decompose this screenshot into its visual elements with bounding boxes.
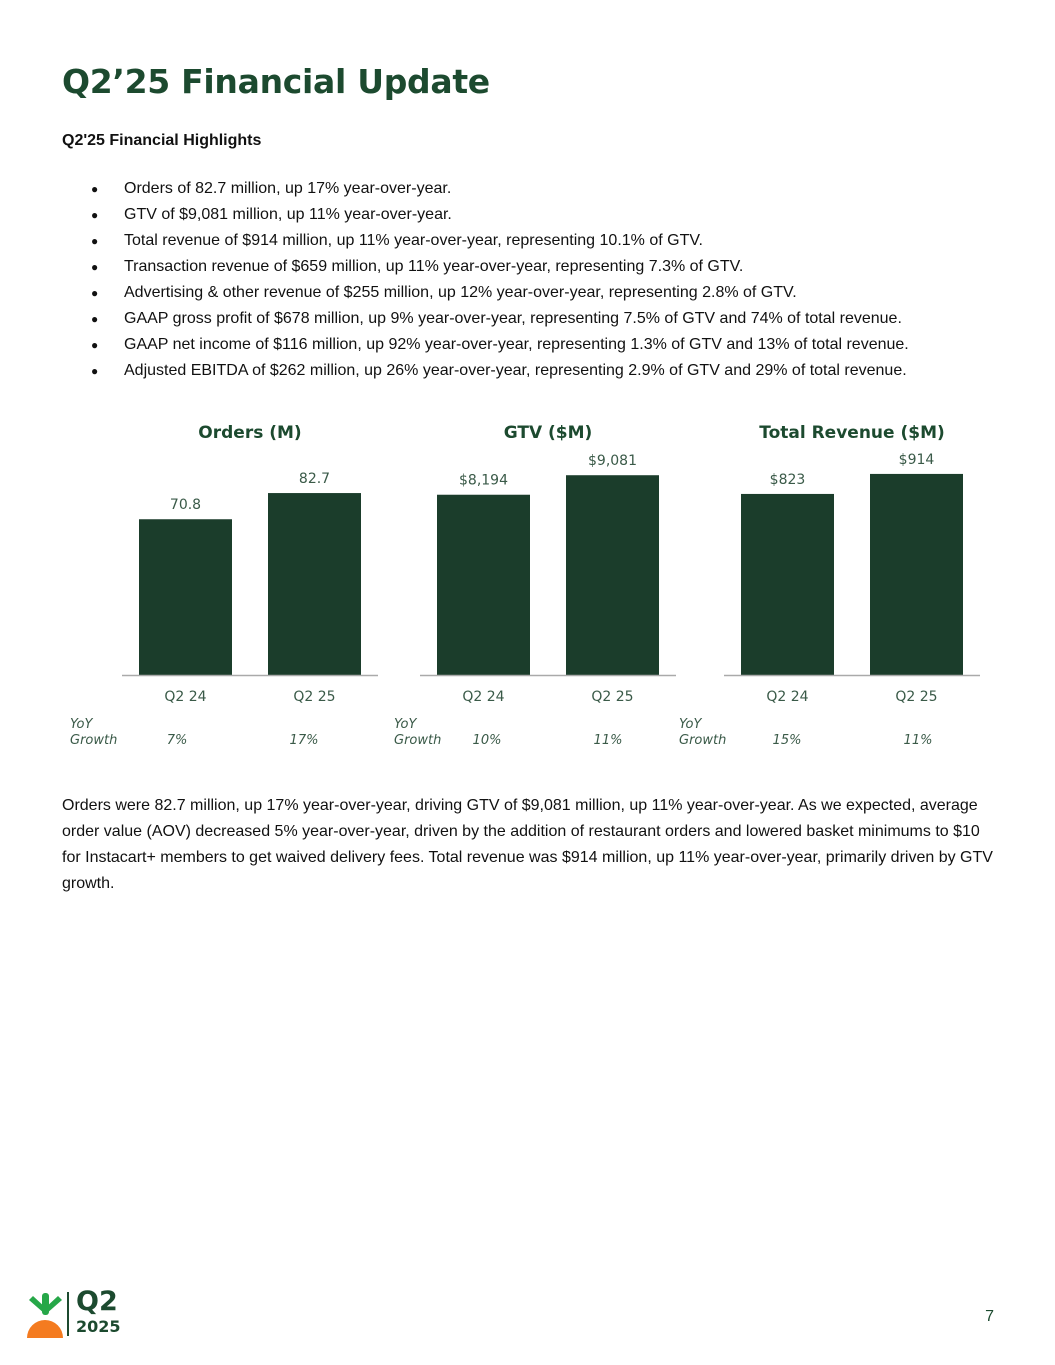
highlight-item: ● GAAP net income of $116 million, up 92% year-over-year, representing 1.3% of GTV and 13% of total revenue. (62, 332, 1022, 358)
page-number: 7 (985, 1308, 994, 1325)
yoy-label: Growth (70, 733, 118, 748)
yoy-label: Growth (679, 733, 727, 748)
bar (268, 493, 361, 675)
yoy-growth-value: 10% (472, 733, 502, 748)
bar-value-label: $914 (898, 451, 935, 468)
carrot-icon (24, 1288, 68, 1340)
yoy-growth-value: 17% (289, 733, 319, 748)
highlight-item: ● Total revenue of $914 million, up 11% year-over-year, representing 10.1% of GTV. (62, 228, 1022, 254)
x-tick-label: Q2 25 (293, 689, 336, 705)
yoy-label: YoY (679, 717, 702, 732)
bar-value-label: $9,081 (588, 453, 637, 470)
highlights-heading: Q2'25 Financial Highlights (62, 132, 262, 149)
x-tick-label: Q2 24 (164, 689, 207, 705)
chart-title: GTV ($M) (503, 423, 593, 443)
x-tick-label: Q2 25 (895, 689, 938, 705)
highlight-item: ● Transaction revenue of $659 million, up 11% year-over-year, representing 7.3% of GTV. (62, 254, 1022, 280)
logo-year: 2025 (76, 1317, 121, 1336)
bar (437, 495, 530, 675)
q2-2025-logo (24, 1288, 144, 1340)
x-tick-label: Q2 24 (462, 689, 505, 705)
bar-value-label: 70.8 (169, 497, 202, 514)
yoy-label: Growth (394, 733, 442, 748)
yoy-growth-value: 11% (903, 733, 933, 748)
bar-value-label: 82.7 (298, 471, 331, 488)
highlight-item: ● GAAP gross profit of $678 million, up 9% year-over-year, representing 7.5% of GTV and 74% of total revenue. (62, 306, 1022, 332)
x-tick-label: Q2 25 (591, 689, 634, 705)
yoy-growth-value: 7% (166, 733, 188, 748)
chart-title: Total Revenue ($M) (759, 423, 945, 443)
yoy-label: YoY (394, 717, 417, 732)
bar-charts (0, 400, 1055, 760)
bar (870, 474, 963, 675)
highlights-list (62, 176, 1022, 384)
yoy-growth-value: 11% (593, 733, 623, 748)
bar (741, 494, 834, 675)
bar (566, 475, 659, 675)
bar-value-label: $8,194 (459, 472, 508, 489)
yoy-growth-value: 15% (772, 733, 802, 748)
logo-quarter: Q2 (76, 1286, 118, 1317)
highlight-item: ● Advertising & other revenue of $255 million, up 12% year-over-year, representing 2.8% of GTV. (62, 280, 1022, 306)
chart-title: Orders (M) (198, 423, 302, 443)
highlight-item: ● Orders of 82.7 million, up 17% year-over-year. (62, 176, 1022, 202)
highlight-item: ● GTV of $9,081 million, up 11% year-over-year. (62, 202, 1022, 228)
highlight-item: ● Adjusted EBITDA of $262 million, up 26% year-over-year, representing 2.9% of GTV and 29% of total revenue. (62, 358, 1022, 384)
x-tick-label: Q2 24 (766, 689, 809, 705)
bar-value-label: $823 (769, 471, 806, 488)
logo-divider (67, 1292, 69, 1336)
yoy-label: YoY (70, 717, 93, 732)
page-title: Q2’25 Financial Update (62, 62, 490, 101)
bar (139, 519, 232, 675)
summary-paragraph: Orders were 82.7 million, up 17% year-over-year, driving GTV of $9,081 million, up 11% year-over-year. As we expected, average order value (AOV) decreased 5% year-over-year, driven by the addition of restaurant orders and lowered basket minimums to $10 for Instacart+ members to get waived delivery fees. Total revenue was $914 million, up 11% year-over-year, primarily driven by GTV growth. (62, 797, 993, 892)
